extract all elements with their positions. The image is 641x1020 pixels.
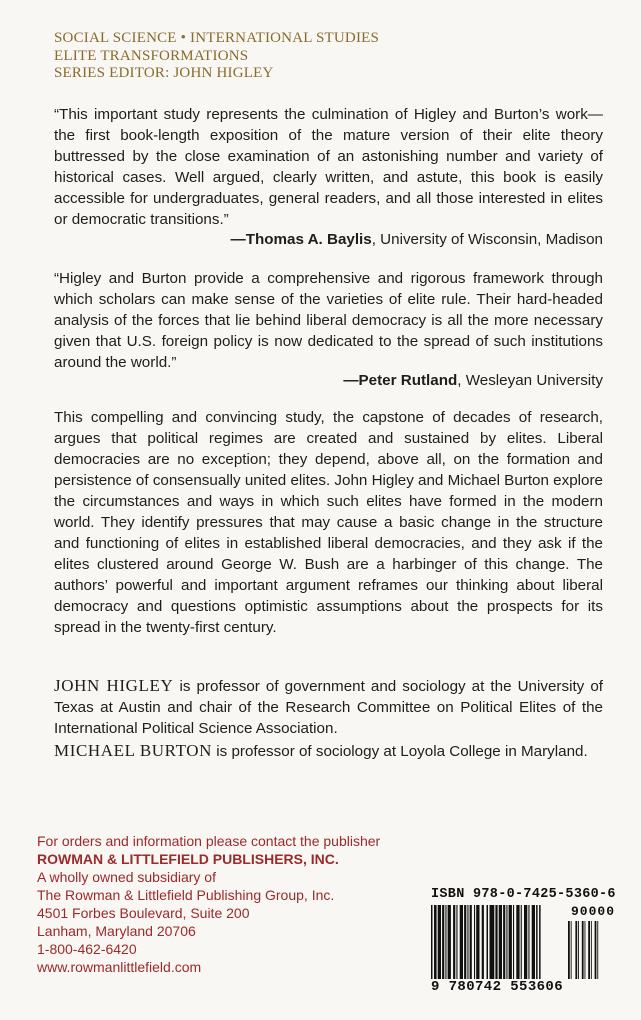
quote-author: —Peter Rutland: [343, 372, 458, 389]
series-line-title: ELITE TRANSFORMATIONS: [54, 47, 249, 64]
isbn-barcode: [428, 887, 618, 1000]
barcode-bar: [438, 905, 441, 979]
publisher-address-line2: Lanham, Maryland 20706: [37, 923, 196, 939]
book-description: This compelling and convincing study, the capstone of decades of research, argues that political regimes are created and sustained by elites. Liberal democracies are no exception; they depend, above all, on the formation and persistence of consensually united elites. John Higley and Michael Burton explore the circumstances and ways in which such elites have formed in the modern world. They identify pressures that may cause a basic change in the structure and functioning of elites in established liberal democracies, and they ask if the elites clustered around George W. Bush are a harbinger of this change. The authors’ powerful and important argument reframes our thinking about liberal democracy and questions optimistic assumptions about the prospects for its spread in the twenty-first century.: [54, 409, 603, 636]
barcode-bar: [571, 921, 572, 979]
barcode-bar: [491, 905, 494, 979]
publisher-website: www.rowmanlittlefield.com: [37, 959, 202, 975]
barcode-bar: [495, 905, 497, 979]
barcode-bar: [532, 905, 535, 979]
series-line-editor: SERIES EDITOR: JOHN HIGLEY: [54, 65, 274, 81]
barcode-bar: [448, 905, 451, 979]
quote-text: “This important study represents the culmination of Higley and Burton’s work—the first book-length exposition of the mature version of their elite theory buttressed by the close examination of an astonishing number and variety of historical cases. Well argued, clearly written, and astute, this book is easily accessible for undergraduates, general readers, and all those interested in elites or democratic transitions.”: [54, 106, 603, 228]
barcode-bar: [595, 921, 597, 979]
author-name: MICHAEL BURTON: [54, 741, 213, 760]
barcode-bar: [445, 905, 446, 979]
barcode-bar: [470, 905, 472, 979]
barcode-bar: [585, 921, 586, 979]
barcode-bar: [591, 921, 592, 979]
barcode-bar: [516, 905, 519, 979]
series-info: [54, 30, 474, 83]
barcode-bar: [582, 921, 584, 979]
barcode-bar: [539, 905, 541, 985]
publisher-subsidiary: A wholly owned subsidiary of: [37, 869, 216, 885]
barcode-bar: [578, 921, 579, 979]
barcode-bar: [482, 905, 484, 979]
barcode-bar: [464, 905, 466, 979]
quote-author: —Thomas A. Baylis: [230, 231, 372, 248]
series-line-subject: SOCIAL SCIENCE • INTERNATIONAL STUDIES: [54, 30, 380, 46]
isbn-number: ISBN 978-0-7425-5360-6: [431, 887, 616, 902]
barcode-bar: [456, 905, 457, 979]
barcode-bar: [467, 905, 468, 979]
barcode-bar: [506, 905, 507, 979]
quote-affiliation: , University of Wisconsin, Madison: [371, 231, 603, 248]
barcode-bar: [588, 921, 590, 979]
author-bio-text: is professor of sociology at Loyola College in Maryland.: [212, 743, 588, 760]
barcode-bar: [503, 905, 505, 979]
barcode-bar: [575, 921, 577, 979]
ean-number: 9 780742 553606: [431, 979, 564, 995]
barcode-bar: [442, 905, 444, 979]
author-name: JOHN HIGLEY: [54, 676, 174, 695]
price-addon-number: 90000: [570, 904, 615, 919]
publisher-intro: For orders and information please contact the publisher: [37, 833, 381, 849]
publisher-group: The Rowman & Littlefield Publishing Group, Inc.: [37, 887, 335, 903]
barcode-bar: [476, 905, 479, 979]
quote-baylis: [54, 104, 603, 230]
barcode-bar: [474, 905, 475, 979]
barcode-bar: [490, 905, 492, 985]
author-bio-burton: [54, 740, 603, 762]
barcode-bar: [509, 905, 512, 979]
author-bio-text: is professor of government and sociology at the University of Texas at Austin and chair of the Research Committee on Political Elites of the International Political Science Association.: [54, 678, 603, 737]
barcode-bar: [513, 905, 514, 979]
barcode-bar: [499, 905, 502, 979]
author-bio-higley: [54, 675, 603, 739]
barcode-bar: [436, 905, 437, 979]
barcode-bar: [434, 905, 436, 985]
barcode-bar: [521, 905, 522, 979]
barcode-bar: [453, 905, 455, 979]
quote-text: “Higley and Burton provide a comprehensive and rigorous framework through which scholars can make sense of the varieties of elite rule. Their hard-headed analysis of the forces that lie behind liberal democracy is all the more necessary given that U.S. foreign policy is now dedicated to the spread of such institutions around the world.”: [54, 270, 603, 371]
quote-attribution-rutland: [343, 370, 603, 391]
barcode-bar: [524, 905, 527, 979]
quote-attribution-baylis: [231, 229, 604, 250]
quote-rutland: [54, 268, 603, 373]
quote-affiliation: , Wesleyan University: [457, 372, 603, 389]
barcode-bar: [568, 921, 570, 979]
barcode-bar: [528, 905, 529, 979]
barcode-bar: [597, 921, 598, 979]
publisher-name: ROWMAN & LITTLEFIELD PUBLISHERS, INC.: [37, 851, 339, 867]
barcode-bar: [536, 905, 538, 985]
barcode-bar: [431, 905, 433, 985]
barcode-bar: [460, 905, 463, 979]
publisher-phone: 1-800-462-6420: [37, 941, 137, 957]
publisher-info: [37, 832, 427, 976]
barcode-bar: [487, 905, 489, 985]
publisher-address-line1: 4501 Forbes Boulevard, Suite 200: [37, 905, 250, 921]
